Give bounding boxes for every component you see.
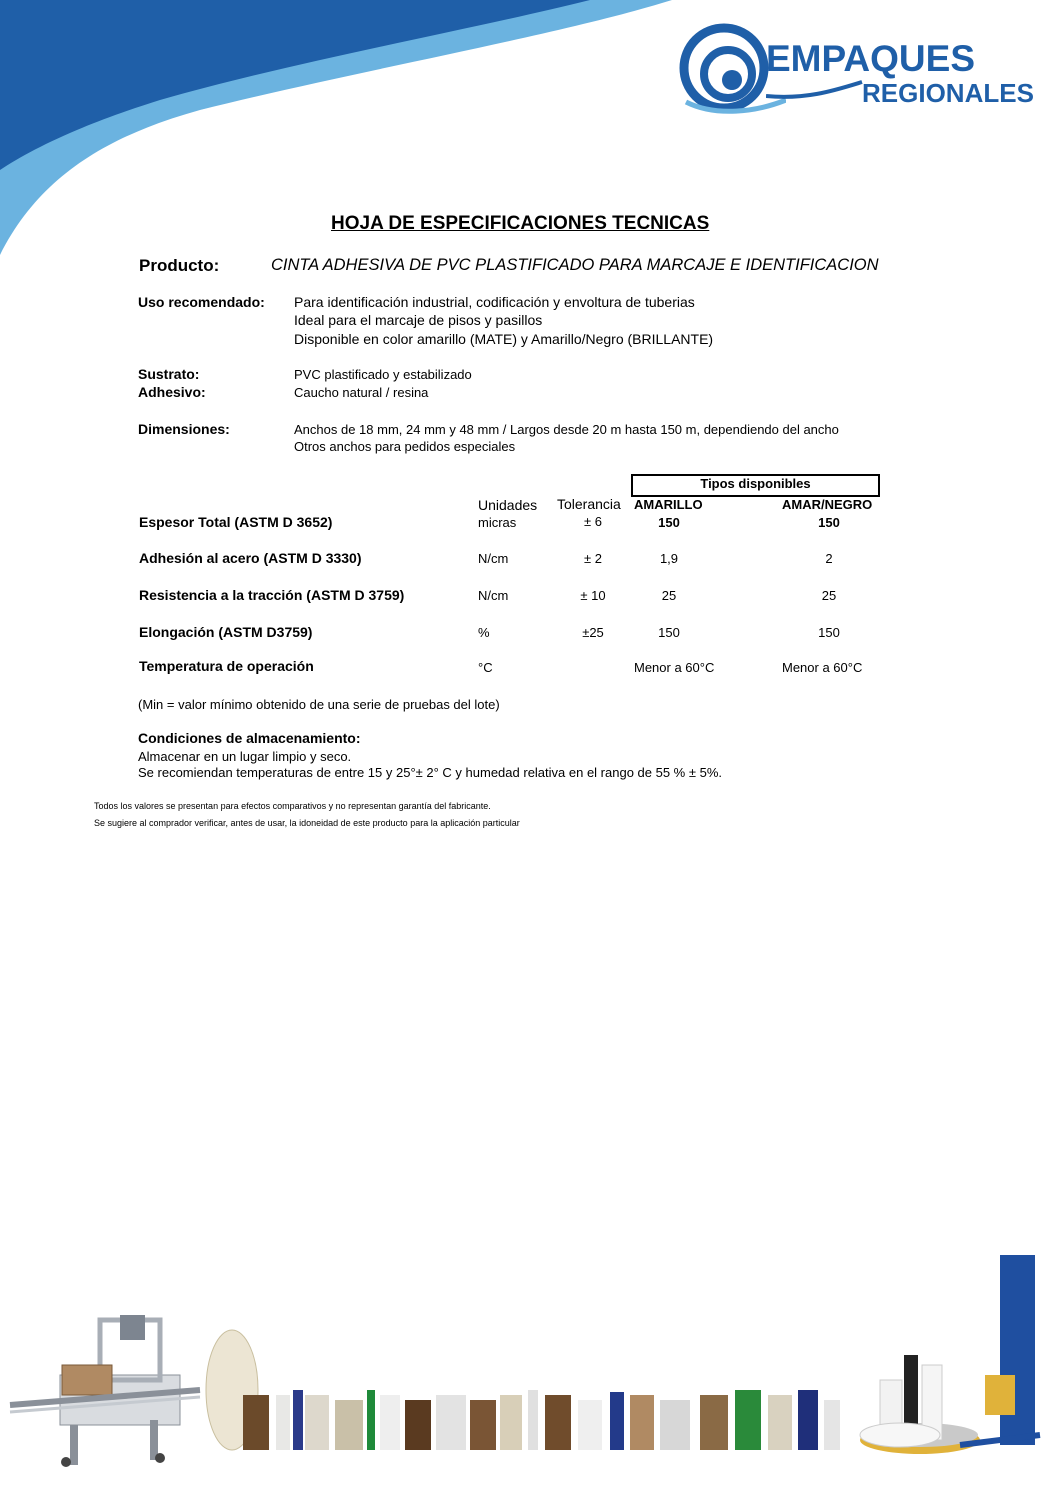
header-amar-negro: AMAR/NEGRO bbox=[782, 497, 873, 512]
case-sealer-machine-icon bbox=[10, 1315, 200, 1467]
sustrato-label: Sustrato: bbox=[138, 366, 200, 382]
row-unit: °C bbox=[478, 660, 493, 675]
product-value: CINTA ADHESIVA DE PVC PLASTIFICADO PARA MARCAJE E IDENTIFICACION bbox=[271, 256, 879, 274]
brand-name-line1: EMPAQUES bbox=[766, 38, 976, 79]
row-amar-negro: 150 bbox=[818, 515, 840, 530]
row-property: Adhesión al acero (ASTM D 3330) bbox=[139, 550, 362, 566]
storage-line: Se recomiendan temperaturas de entre 15 y 25°± 2° C y humedad relativa en el rango de 55 % ± 5%. bbox=[138, 765, 723, 780]
row-amarillo: Menor a 60°C bbox=[634, 660, 715, 675]
row-amar-negro: 2 bbox=[825, 551, 833, 566]
adhesivo-label: Adhesivo: bbox=[138, 384, 206, 400]
sustrato-value: PVC plastificado y estabilizado bbox=[294, 367, 472, 382]
header-tolerancia: Tolerancia bbox=[557, 496, 621, 512]
row-amarillo: 150 bbox=[658, 625, 680, 640]
min-note: (Min = valor mínimo obtenido de una serie de pruebas del lote) bbox=[138, 697, 500, 712]
dimensiones-label: Dimensiones: bbox=[138, 421, 230, 437]
row-tolerance: ±25 bbox=[582, 625, 604, 640]
row-unit: micras bbox=[478, 515, 517, 530]
header-amarillo: AMARILLO bbox=[634, 497, 703, 512]
dimensiones-line: Otros anchos para pedidos especiales bbox=[294, 439, 516, 454]
row-amar-negro: 150 bbox=[818, 625, 840, 640]
row-property: Espesor Total (ASTM D 3652) bbox=[139, 514, 333, 530]
uso-line: Para identificación industrial, codificación y envoltura de tuberias bbox=[294, 294, 695, 310]
row-unit: % bbox=[478, 625, 490, 640]
header-unidades: Unidades bbox=[478, 497, 538, 513]
footer-products-illustration bbox=[0, 1240, 1059, 1497]
disclaimer-line: Se sugiere al comprador verificar, antes de usar, la idoneidad de este producto para la aplicación particular bbox=[94, 818, 520, 828]
logo-underline-wave bbox=[766, 80, 966, 100]
uso-label: Uso recomendado: bbox=[138, 294, 265, 310]
adhesivo-value: Caucho natural / resina bbox=[294, 385, 429, 400]
row-tolerance: ± 10 bbox=[580, 588, 606, 603]
disclaimer-line: Todos los valores se presentan para efectos comparativos y no representan garantía del fabricante. bbox=[94, 801, 491, 811]
row-amarillo: 1,9 bbox=[659, 551, 679, 566]
row-property: Resistencia a la tracción (ASTM D 3759) bbox=[139, 587, 405, 603]
stretch-wrapper-machine-icon bbox=[860, 1255, 1040, 1454]
row-amarillo: 150 bbox=[658, 515, 680, 530]
storage-line: Almacenar en un lugar limpio y seco. bbox=[138, 749, 352, 764]
row-property: Elongación (ASTM D3759) bbox=[139, 624, 313, 640]
row-tolerance: ± 6 bbox=[584, 514, 602, 529]
uso-line: Disponible en color amarillo (MATE) y Amarillo/Negro (BRILLANTE) bbox=[294, 331, 714, 347]
tipos-disponibles-header: Tipos disponibles bbox=[700, 476, 811, 491]
row-unit: N/cm bbox=[478, 588, 509, 603]
brand-logo bbox=[676, 22, 1046, 122]
storage-title: Condiciones de almacenamiento: bbox=[138, 730, 361, 746]
row-tolerance: ± 2 bbox=[584, 551, 602, 566]
uso-line: Ideal para el marcaje de pisos y pasillos bbox=[294, 312, 543, 328]
row-amarillo: 25 bbox=[661, 588, 677, 603]
brand-name-line2: REGIONALES bbox=[862, 78, 1034, 108]
product-label: Producto: bbox=[139, 256, 220, 275]
row-amar-negro: 25 bbox=[821, 588, 837, 603]
tape-rolls-row-icon bbox=[206, 1330, 840, 1450]
row-property: Temperatura de operación bbox=[139, 658, 314, 674]
row-amar-negro: Menor a 60°C bbox=[782, 660, 863, 675]
page-title: HOJA DE ESPECIFICACIONES TECNICAS bbox=[331, 213, 710, 234]
row-unit: N/cm bbox=[478, 551, 509, 566]
dimensiones-line: Anchos de 18 mm, 24 mm y 48 mm / Largos desde 20 m hasta 150 m, dependiendo del ancho bbox=[294, 422, 839, 437]
